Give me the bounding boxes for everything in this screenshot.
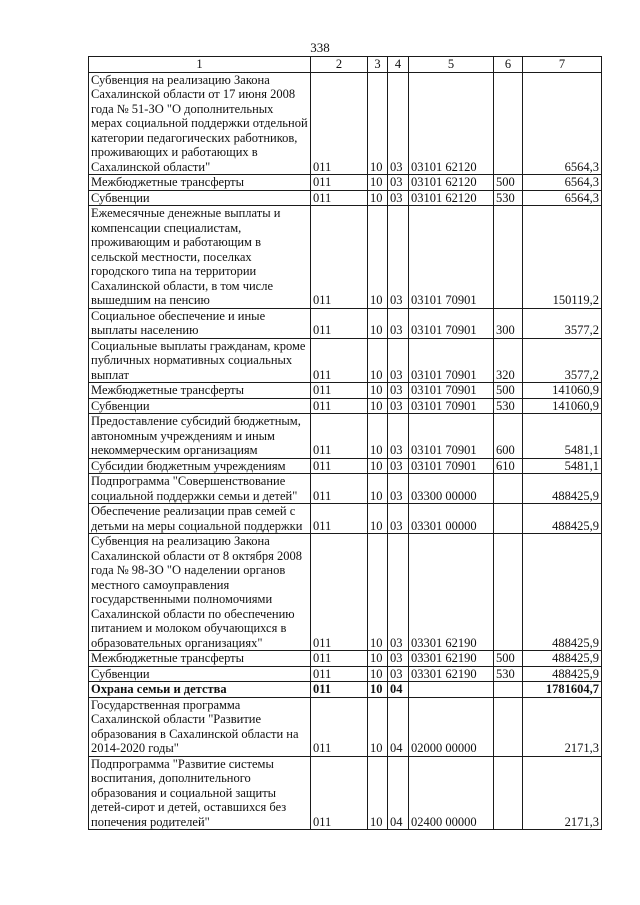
budget-table [88,56,602,830]
ministry-code: 011 [311,697,368,756]
table-row [89,756,602,830]
row-description: Охрана семьи и детства [89,682,311,698]
amount: 488425,9 [523,474,602,504]
expense-type-code: 500 [494,175,523,191]
column-header-6: 6 [494,57,523,73]
expense-type-code [494,697,523,756]
row-description: Субвенции [89,190,311,206]
subsection-code: 03 [388,458,409,474]
table-row [89,175,602,191]
expense-type-code [494,682,523,698]
target-article-code: 03101 70901 [409,398,494,414]
amount: 488425,9 [523,504,602,534]
table-row [89,697,602,756]
amount: 3577,2 [523,338,602,383]
expense-type-code [494,206,523,309]
row-description: Межбюджетные трансферты [89,651,311,667]
subsection-code: 04 [388,697,409,756]
expense-type-code: 300 [494,308,523,338]
subsection-code: 03 [388,666,409,682]
expense-type-code [494,504,523,534]
row-description: Субвенция на реализацию Закона Сахалинской области от 8 октября 2008 года № 98-ЗО "О наделении органов местного самоуправления государственными полномочиями Сахалинской области по обеспечению питанием и молоком обучающихся в образовательных организациях" [89,534,311,651]
amount: 488425,9 [523,666,602,682]
section-code: 10 [368,72,388,175]
header-row [89,57,602,73]
section-code: 10 [368,414,388,459]
subsection-code: 04 [388,756,409,830]
ministry-code: 011 [311,308,368,338]
subsection-code: 03 [388,398,409,414]
column-header-5: 5 [409,57,494,73]
ministry-code: 011 [311,175,368,191]
row-description: Социальное обеспечение и иные выплаты населению [89,308,311,338]
row-description: Подпрограмма "Совершенствование социальной поддержки семьи и детей" [89,474,311,504]
expense-type-code: 320 [494,338,523,383]
target-article-code: 03301 62190 [409,651,494,667]
subsection-code: 03 [388,206,409,309]
target-article-code: 03301 62190 [409,534,494,651]
column-header-3: 3 [368,57,388,73]
subsection-code: 03 [388,534,409,651]
expense-type-code [494,534,523,651]
target-article-code: 03300 00000 [409,474,494,504]
expense-type-code: 600 [494,414,523,459]
section-code: 10 [368,697,388,756]
expense-type-code: 500 [494,383,523,399]
amount: 488425,9 [523,651,602,667]
row-description: Ежемесячные денежные выплаты и компенсации специалистам, проживающим и работающим в сельской местности, поселках городского типа на территории Сахалинской области, в том числе вышедшим на пенсию [89,206,311,309]
column-header-7: 7 [523,57,602,73]
subsection-code: 03 [388,474,409,504]
ministry-code: 011 [311,666,368,682]
ministry-code: 011 [311,682,368,698]
expense-type-code: 610 [494,458,523,474]
subsection-code: 03 [388,190,409,206]
amount: 5481,1 [523,414,602,459]
section-code: 10 [368,651,388,667]
table-row [89,72,602,175]
row-description: Межбюджетные трансферты [89,383,311,399]
section-code: 10 [368,504,388,534]
column-header-2: 2 [311,57,368,73]
table-row [89,651,602,667]
expense-type-code: 530 [494,666,523,682]
section-code: 10 [368,206,388,309]
ministry-code: 011 [311,474,368,504]
section-code: 10 [368,175,388,191]
ministry-code: 011 [311,414,368,459]
table-row [89,682,602,698]
ministry-code: 011 [311,190,368,206]
section-code: 10 [368,398,388,414]
section-code: 10 [368,383,388,399]
target-article-code: 02000 00000 [409,697,494,756]
table-row [89,190,602,206]
amount: 141060,9 [523,398,602,414]
target-article-code: 03101 70901 [409,383,494,399]
section-code: 10 [368,458,388,474]
amount: 3577,2 [523,308,602,338]
table-row [89,206,602,309]
amount: 488425,9 [523,534,602,651]
table-row [89,338,602,383]
amount: 1781604,7 [523,682,602,698]
amount: 141060,9 [523,383,602,399]
row-description: Субвенции [89,398,311,414]
section-code: 10 [368,666,388,682]
row-description: Государственная программа Сахалинской области "Развитие образования в Сахалинской области на 2014-2020 годы" [89,697,311,756]
row-description: Обеспечение реализации прав семей с детьми на меры социальной поддержки [89,504,311,534]
amount: 6564,3 [523,190,602,206]
target-article-code: 03101 70901 [409,308,494,338]
subsection-code: 03 [388,504,409,534]
amount: 2171,3 [523,697,602,756]
subsection-code: 03 [388,72,409,175]
expense-type-code: 530 [494,190,523,206]
target-article-code: 03301 62190 [409,666,494,682]
table-row [89,398,602,414]
expense-type-code [494,474,523,504]
target-article-code: 03101 70901 [409,458,494,474]
section-code: 10 [368,338,388,383]
target-article-code: 03101 70901 [409,414,494,459]
subsection-code: 03 [388,338,409,383]
table-row [89,458,602,474]
amount: 2171,3 [523,756,602,830]
row-description: Межбюджетные трансферты [89,175,311,191]
target-article-code: 03101 62120 [409,72,494,175]
row-description: Субвенции [89,666,311,682]
target-article-code: 03101 70901 [409,338,494,383]
table-row [89,474,602,504]
ministry-code: 011 [311,504,368,534]
row-description: Предоставление субсидий бюджетным, автономным учреждениям и иным некоммерческим организациям [89,414,311,459]
ministry-code: 011 [311,458,368,474]
expense-type-code [494,72,523,175]
row-description: Субвенция на реализацию Закона Сахалинской области от 17 июня 2008 года № 51-ЗО "О дополнительных мерах социальной поддержки отдельной категории педагогических работников, проживающих и работающих в Сахалинской области" [89,72,311,175]
table-row [89,666,602,682]
target-article-code: 03101 62120 [409,175,494,191]
amount: 6564,3 [523,72,602,175]
amount: 5481,1 [523,458,602,474]
subsection-code: 03 [388,651,409,667]
subsection-code: 03 [388,308,409,338]
column-header-4: 4 [388,57,409,73]
row-description: Социальные выплаты гражданам, кроме публичных нормативных социальных выплат [89,338,311,383]
ministry-code: 011 [311,398,368,414]
table-row [89,308,602,338]
subsection-code: 03 [388,383,409,399]
section-code: 10 [368,474,388,504]
amount: 6564,3 [523,175,602,191]
ministry-code: 011 [311,72,368,175]
section-code: 10 [368,682,388,698]
subsection-code: 03 [388,414,409,459]
target-article-code [409,682,494,698]
ministry-code: 011 [311,383,368,399]
target-article-code: 03301 00000 [409,504,494,534]
table-row [89,504,602,534]
ministry-code: 011 [311,651,368,667]
page-number: 338 [310,40,330,55]
section-code: 10 [368,308,388,338]
expense-type-code: 500 [494,651,523,667]
table-row [89,534,602,651]
subsection-code: 03 [388,175,409,191]
target-article-code: 03101 70901 [409,206,494,309]
amount: 150119,2 [523,206,602,309]
expense-type-code: 530 [494,398,523,414]
column-header-1: 1 [89,57,311,73]
ministry-code: 011 [311,206,368,309]
table-row [89,414,602,459]
table-row [89,383,602,399]
row-description: Субсидии бюджетным учреждениям [89,458,311,474]
expense-type-code [494,756,523,830]
ministry-code: 011 [311,756,368,830]
section-code: 10 [368,534,388,651]
ministry-code: 011 [311,338,368,383]
target-article-code: 02400 00000 [409,756,494,830]
row-description: Подпрограмма "Развитие системы воспитания, дополнительного образования и социальной защиты детей-сирот и детей, оставшихся без попечения родителей" [89,756,311,830]
section-code: 10 [368,756,388,830]
section-code: 10 [368,190,388,206]
target-article-code: 03101 62120 [409,190,494,206]
ministry-code: 011 [311,534,368,651]
subsection-code: 04 [388,682,409,698]
